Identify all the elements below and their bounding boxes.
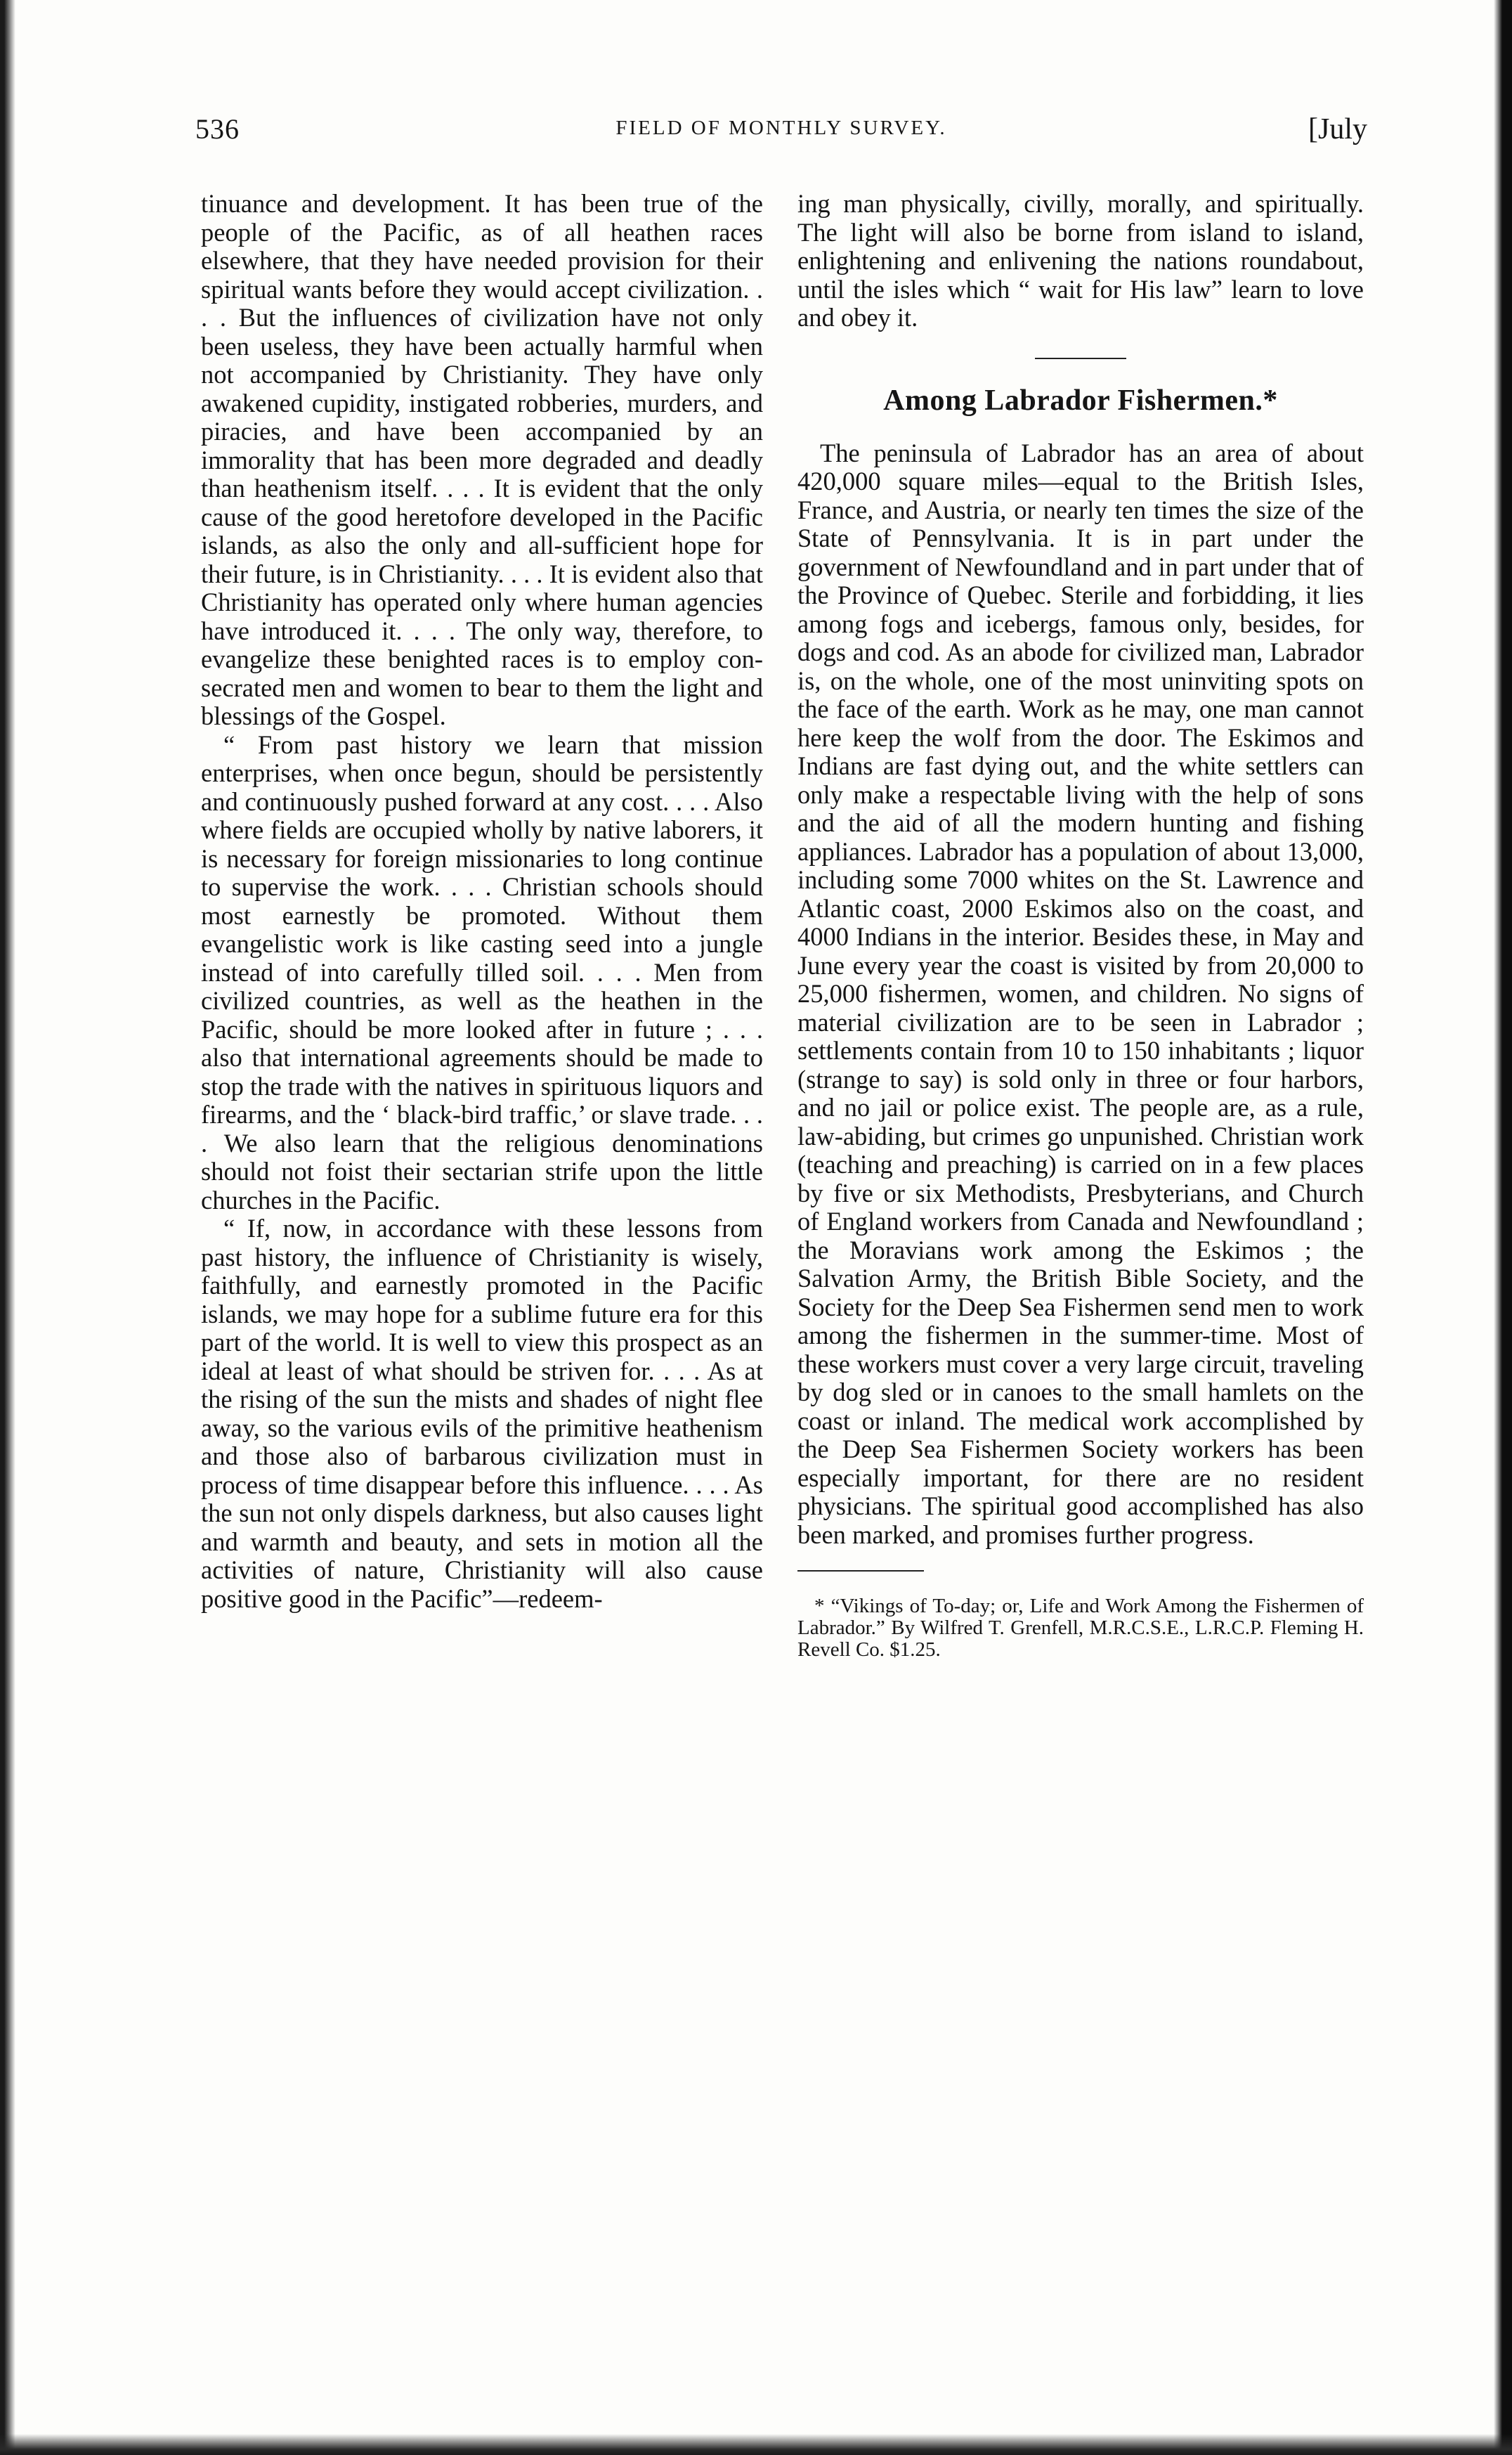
paragraph: “ From past history we learn that mission enterprises, when once begun, should be persistently and continuously pushed forward at any cost. . . . Also where fields are occupied wholly by native laborers, it is necessary for foreign missionaries to long continue to supervise the work. . . . Christian schools should most earnestly be promoted. Without them evangelistic work is like casting seed into a jungle instead of into carefully tilled soil. . . . Men from civilized countries, as well as the heathen in the Pacific, should be more looked after in future ; . . . also that international agreements should be made to stop the trade with the natives in spirituous liquors and firearms, and the ‘ black-bird traffic,’ or slave trade. . . . We also learn that the religious denominations should not foist their sectarian strife upon the little churches in the Pacific.: [201, 730, 763, 1214]
left-column: [201, 190, 763, 1613]
scan-shadow-right: [1494, 0, 1512, 2455]
running-date: [July: [1308, 113, 1367, 145]
running-title: FIELD OF MONTHLY SURVEY.: [615, 117, 947, 139]
scan-shadow-left: [0, 0, 15, 2455]
footnote: * “Vikings of To-day; or, Life and Work Among the Fishermen of Labrador.” By Wilfred T. Grenfell, M.R.C.S.E., L.R.C.P. Fleming H. Revell Co. $1.25.: [797, 1595, 1364, 1661]
article-body: The peninsula of Labrador has an area of about 420,000 square miles—equal to the British Isles, France, and Austria, or nearly ten times the size of the State of Pennsylvania. It is in part under the government of Newfoundland and in part under that of the Province of Quebec. Sterile and forbidding, it lies among fogs and icebergs, famous only, besides, for dogs and cod. As an abode for civilized man, Labrador is, on the whole, one of the most uninviting spots on the face of the earth. Work as he may, one man cannot here keep the wolf from the door. The Eskimos and Indians are fast dying out, and the white settlers can only make a respectable living with the help of sons and the aid of all the modern hunting and fishing appliances. Labrador has a population of about 13,000, including some 7000 whites on the St. Lawrence and Atlantic coast, 2000 Eskimos also on the coast, and 4000 Indians in the interior. Besides these, in May and June every year the coast is visited by from 20,000 to 25,000 fishermen, women, and children. No signs of material civilization are to be seen in Labrador ; settlements contain from 10 to 150 inhabitants ; liquor (strange to say) is sold only in three or four harbors, and no jail or police exist. The people are, as a rule, law-abiding, but crimes go unpunished. Christian work (teaching and preaching) is carried on in a few places by five or six Methodists, Presbyterians, and Church of England workers from Canada and Newfoundland ; the Moravians work among the Eskimos ; the Salvation Army, the British Bible Society, and the Society for the Deep Sea Fishermen send men to work among the fishermen in the summer-time. Most of these workers must cover a very large circuit, traveling by dog sled or in canoes to the small hamlets on the coast or inland. The medical work accomplished by the Deep Sea Fishermen Society workers has been especially important, for there are no resident physicians. The spiritual good accomplished has also been marked, and promises further progress.: [797, 438, 1364, 1549]
article-title: Among Labrador Fishermen.*: [883, 384, 1278, 417]
footnote-divider: [797, 1570, 924, 1572]
running-header: [195, 112, 1367, 155]
right-column: [797, 190, 1364, 1661]
paragraph: “ If, now, in accordance with these lessons from past history, the influence of Christianity is wisely, faithfully, and earnestly promoted in the Pacific islands, we may hope for a sublime future era for this part of the world. It is well to view this prospect as an ideal at least of what should be striven for. . . . As at the rising of the sun the mists and shades of night flee away, so the various evils of the primitive heathenism and those also of barbarous civilization must in process of time disappear before this influence. . . . As the sun not only dispels darkness, but also causes light and warmth and beauty, and sets in motion all the activities of nature, Christianity will also cause positive good in the Pacific”—redeem-: [201, 1214, 763, 1613]
continuation-paragraph: ing man physically, civilly, morally, and spiritually. The light will also be borne from island to island, enlightening and enlivening the nations roundabout, until the isles which “ wait for His law” learn to love and obey it.: [797, 189, 1364, 332]
paragraph: tinuance and development. It has been true of the people of the Pacific, as of all heathen races elsewhere, that they have needed provision for their spiritual wants before they would accept civilization. . . . But the influences of civilization have not only been useless, they have been actually harmful when not accompanied by Christianity. They have only awakened cupidity, instigated robberies, murders, and piracies, and have been accompanied by an immorality that has been more degraded and deadly than heathenism itself. . . . It is evident that the only cause of the good heretofore developed in the Pacific islands, as also the only and all-sufficient hope for their future, is in Christianity. . . . It is evident also that Christianity has operated only where human agencies have introduced it. . . . The only way, therefore, to evangelize these benighted races is to employ consecrated men and women to bear to them the light and blessings of the Gospel.: [201, 189, 763, 730]
page-number: 536: [195, 113, 240, 145]
section-divider: [1035, 358, 1126, 359]
scan-shadow-bottom: [0, 2434, 1512, 2455]
